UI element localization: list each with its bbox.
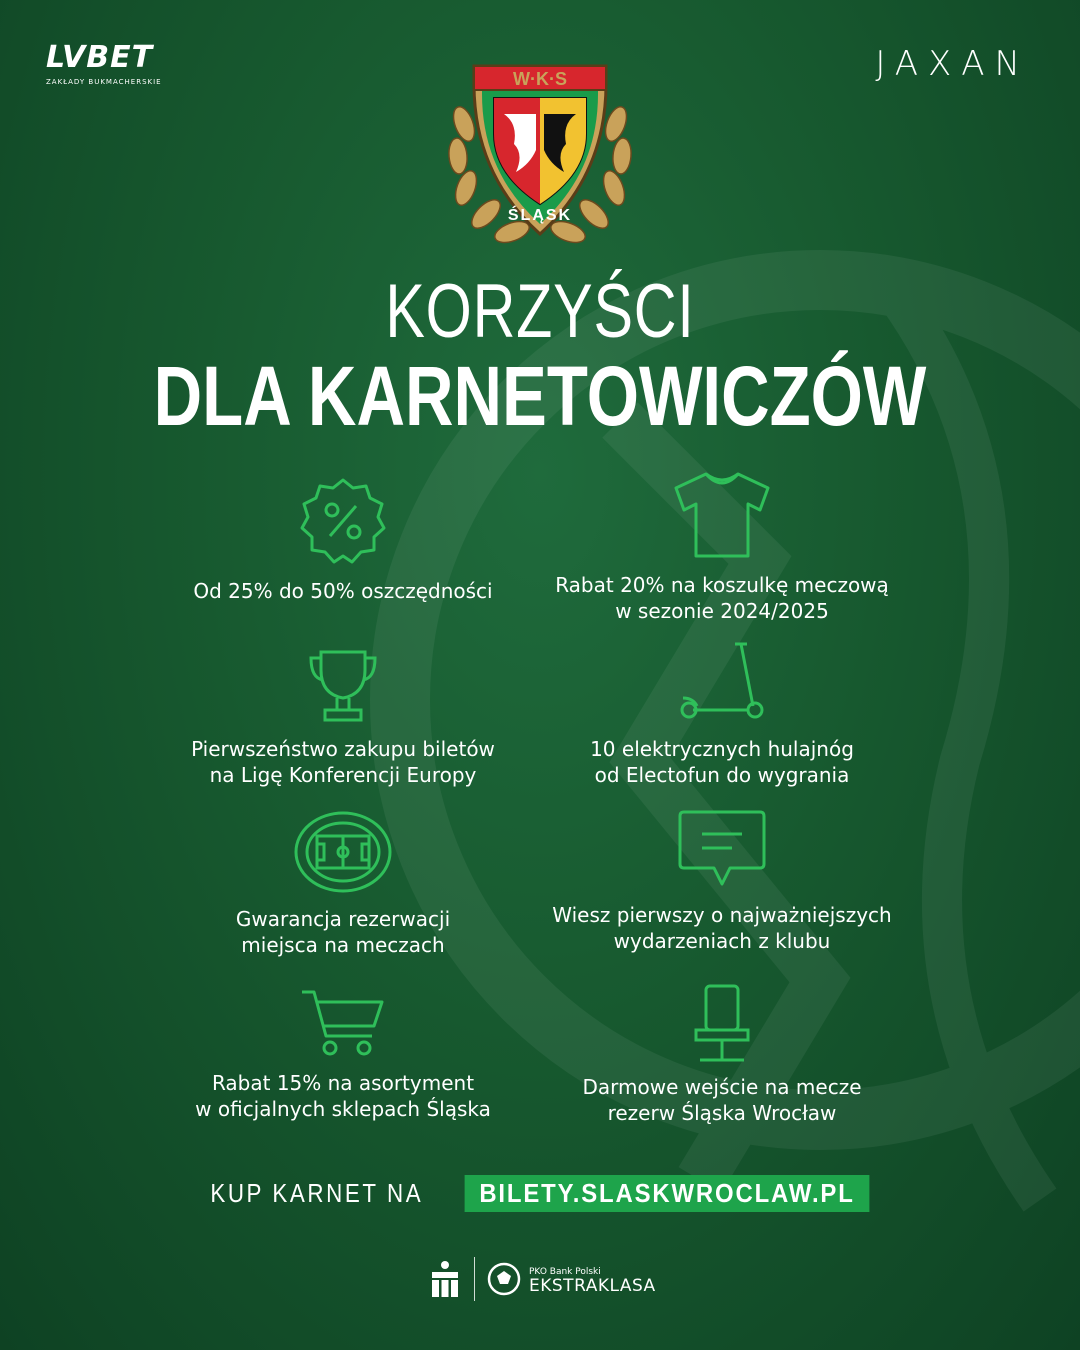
cta-label: KUP KARNET NA [210, 1177, 424, 1208]
benefit-text-line1: Rabat 20% na koszulkę meczową [555, 573, 889, 597]
benefit-text-line2: miejsca na meczach [241, 933, 445, 957]
benefit-shirt-discount [532, 470, 912, 624]
benefit-text-line1: Wiesz pierwszy o najważniejszych [552, 903, 892, 927]
pko-bank-logo-icon [428, 1259, 462, 1299]
benefit-shop-discount [153, 988, 533, 1122]
benefit-text-line1: 10 elektrycznych hulajnóg [590, 737, 854, 761]
jaxan-logo: JAXAN [875, 44, 1030, 84]
benefit-text-line2: wydarzeniach z klubu [613, 929, 831, 953]
league-sponsor-text: PKO Bank Polski [529, 1267, 601, 1277]
cart-icon [300, 988, 386, 1058]
stadium-icon [293, 810, 393, 894]
football-icon [487, 1262, 521, 1296]
benefit-text-line2: w sezonie 2024/2025 [615, 599, 829, 623]
benefit-scooters [532, 640, 912, 788]
benefit-ticket-priority [153, 648, 533, 788]
seat-icon [694, 984, 750, 1062]
benefit-text-line2: w oficjalnych sklepach Śląska [195, 1097, 491, 1121]
message-icon [676, 808, 768, 890]
benefit-savings [153, 476, 533, 604]
lvbet-tagline: ZAKŁADY BUKMACHERSKIE [46, 78, 162, 86]
trophy-icon [307, 648, 379, 724]
benefit-text-line1: Rabat 15% na asortyment [211, 1071, 475, 1095]
benefit-seat-reservation [153, 810, 533, 958]
cta-bar [0, 1175, 1080, 1211]
crest-top-text: W·K·S [513, 69, 567, 89]
tshirt-icon [670, 470, 774, 560]
cta-url-link[interactable]: BILETY.SLASKWROCLAW.PL [464, 1175, 869, 1212]
benefit-text-line2: rezerw Śląska Wrocław [607, 1101, 837, 1125]
lvbet-brand: LVBET [46, 40, 154, 75]
percent-badge-icon [298, 476, 388, 566]
benefit-reserve-matches [532, 984, 912, 1126]
title-line-2: DLA KARNETOWICZÓW [153, 349, 927, 443]
benefit-text-line1: Gwarancja rezerwacji [235, 907, 451, 931]
benefit-text-line2: na Ligę Konferencji Europy [209, 763, 477, 787]
crest-bottom-text: ŚLĄSK [507, 207, 573, 224]
footer-divider [474, 1257, 475, 1301]
benefit-text-line1: Od 25% do 50% oszczędności [193, 579, 493, 603]
benefit-text-line1: Darmowe wejście na mecze [582, 1075, 862, 1099]
benefit-text-line1: Pierwszeństwo zakupu biletów [191, 737, 495, 761]
league-name-text: EKSTRAKLASA [529, 1276, 656, 1296]
benefit-club-news [532, 808, 912, 954]
footer-logos [428, 1255, 656, 1303]
scooter-icon [677, 640, 767, 724]
benefit-text-line2: od Electofun do wygrania [594, 763, 850, 787]
lvbet-logo [46, 42, 162, 86]
ekstraklasa-logo [487, 1262, 656, 1296]
title-line-1: KORZYŚCI [385, 269, 695, 354]
slask-crest [444, 54, 636, 250]
